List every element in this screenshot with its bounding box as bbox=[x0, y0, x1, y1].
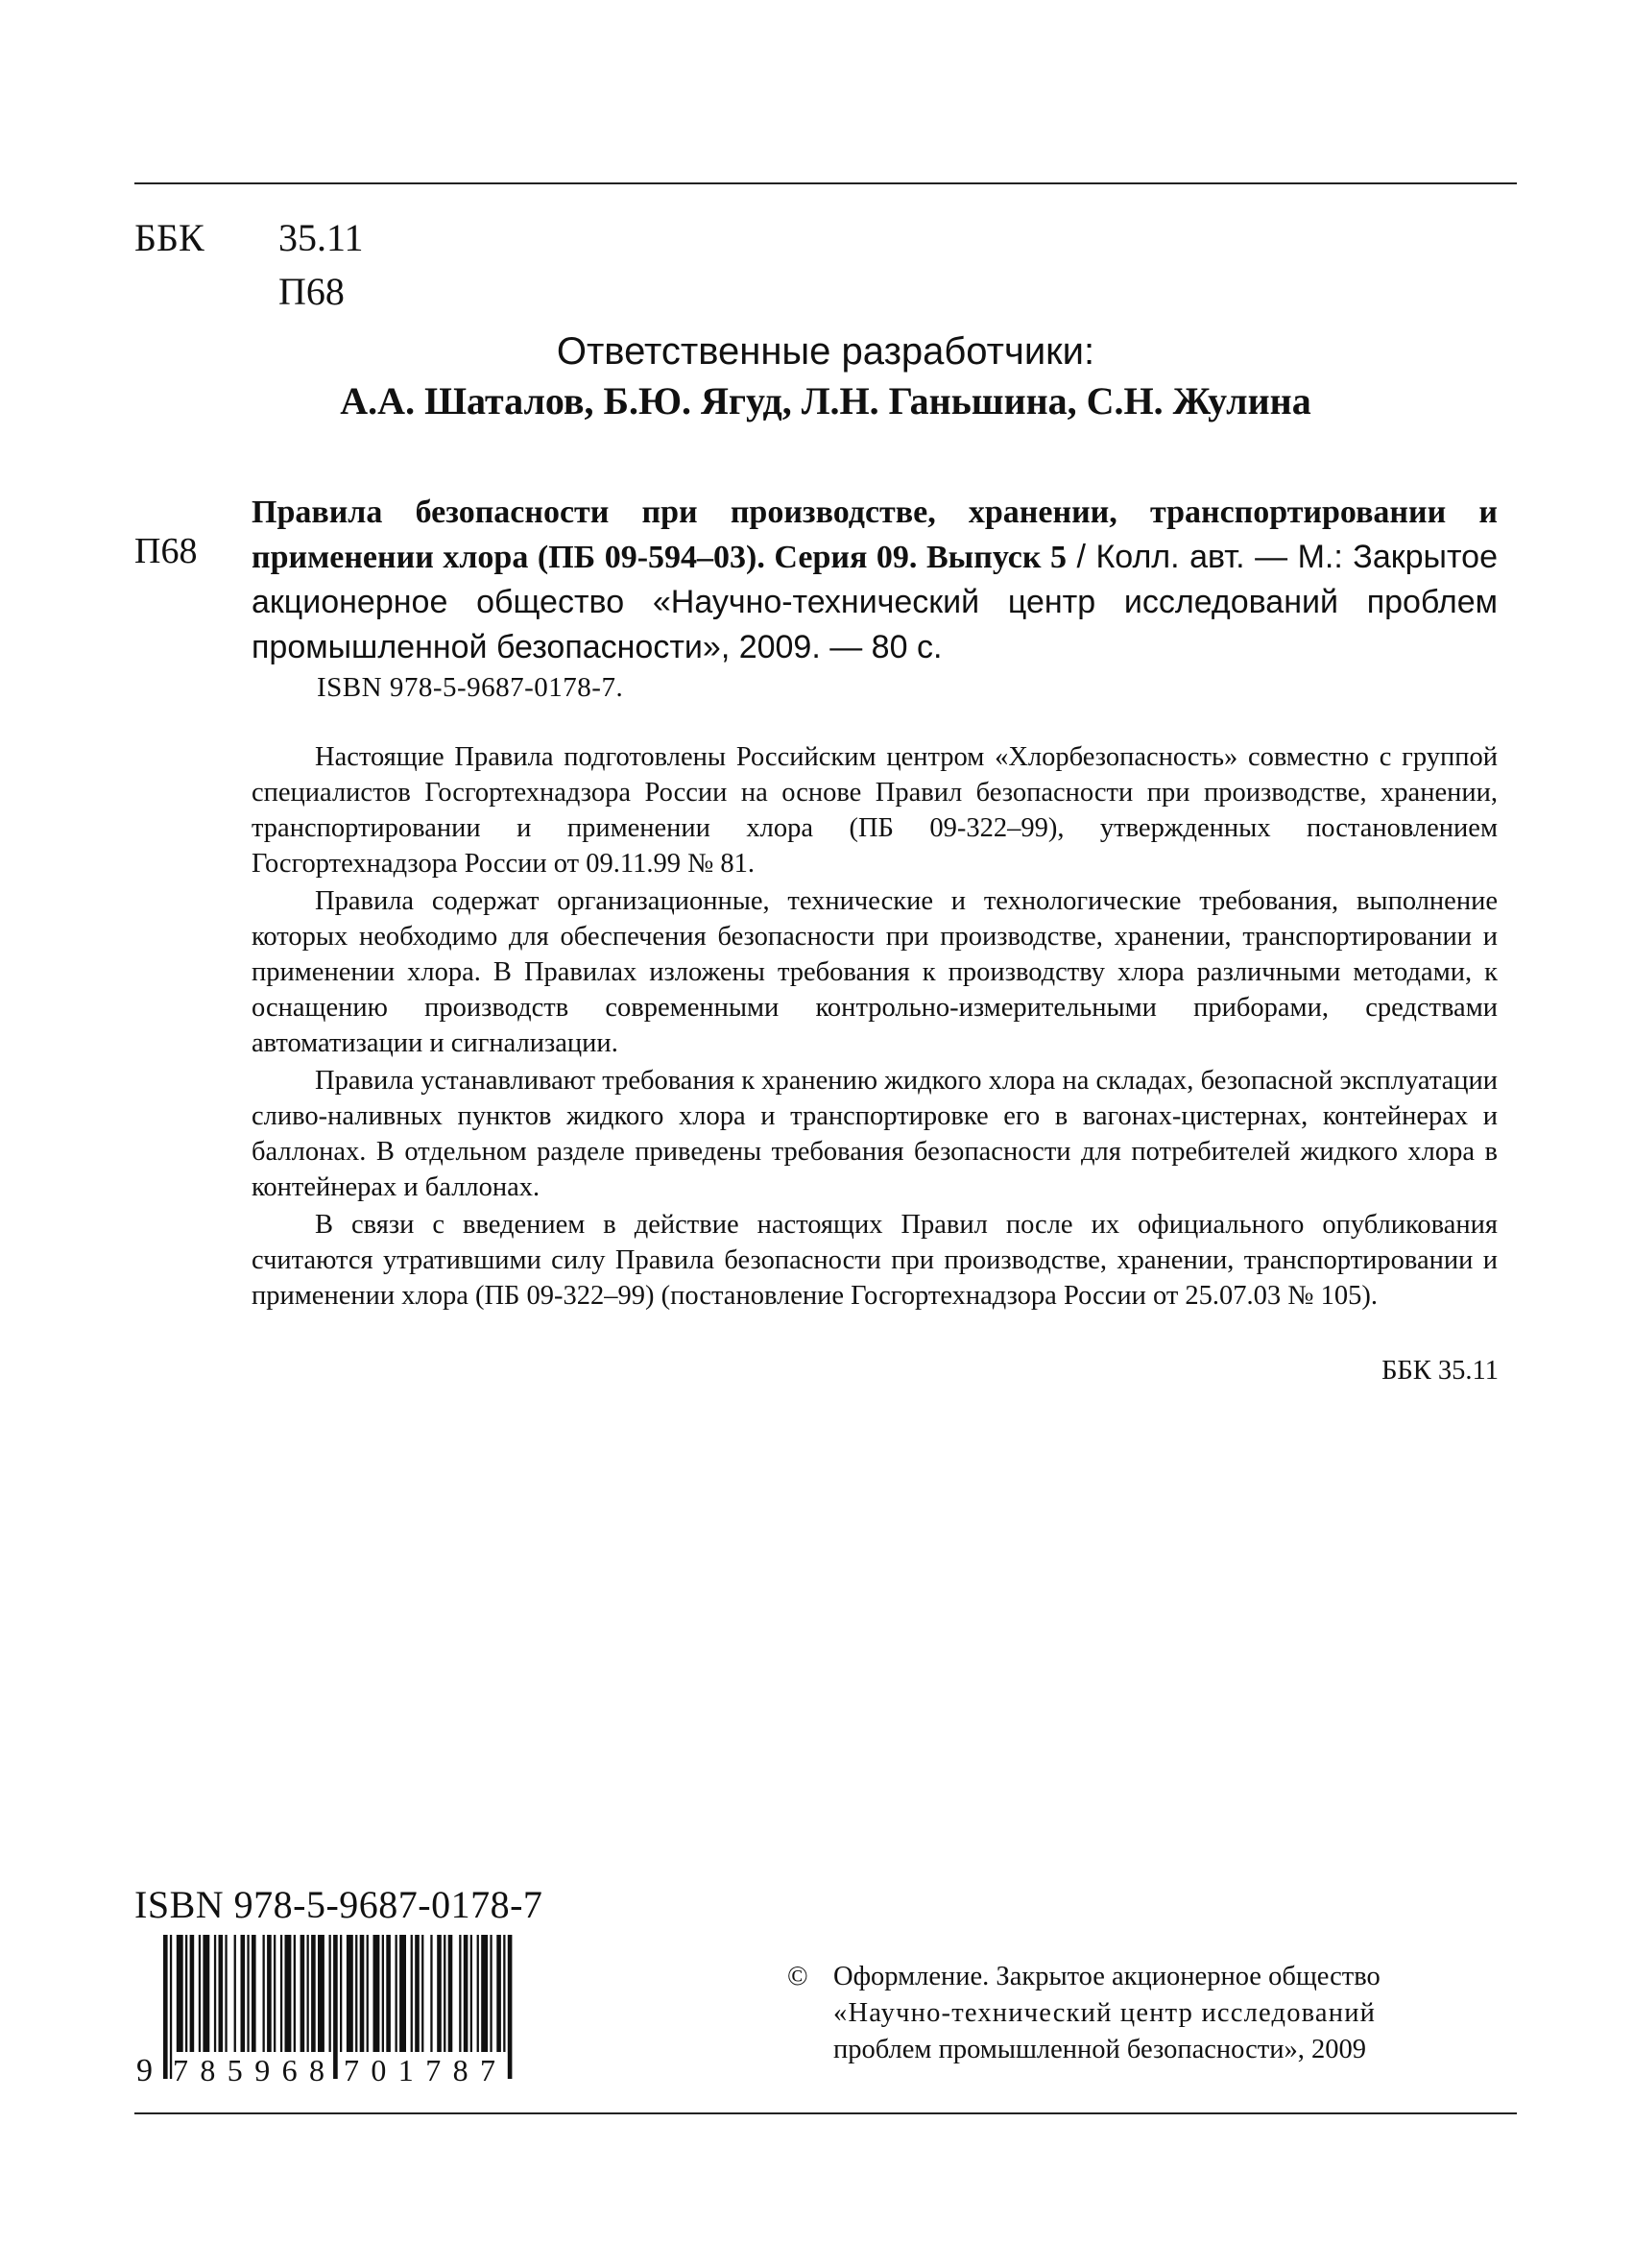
barcode-bar bbox=[247, 1935, 249, 2052]
bbk-footer: ББК 35.11 bbox=[1381, 1356, 1499, 1386]
barcode-bar bbox=[307, 1935, 309, 2052]
barcode-bar bbox=[177, 1935, 183, 2052]
barcode-bar bbox=[280, 1935, 282, 2052]
top-rule bbox=[134, 182, 1517, 184]
barcode-bar bbox=[481, 1935, 488, 2052]
barcode-bar bbox=[477, 1935, 479, 2052]
side-author-mark: П68 bbox=[134, 531, 198, 571]
barcode-bar bbox=[503, 1935, 505, 2052]
barcode-bar bbox=[437, 1935, 442, 2052]
barcode-bar bbox=[464, 1935, 468, 2052]
abstract bbox=[252, 739, 1498, 1315]
barcode-bar bbox=[185, 1935, 187, 2052]
barcode-digits-right: 701787 bbox=[344, 2053, 495, 2087]
barcode-bar bbox=[490, 1935, 492, 2052]
barcode-bar bbox=[421, 1935, 423, 2052]
barcode-bar bbox=[347, 1935, 353, 2052]
isbn-barcode bbox=[134, 1935, 538, 2088]
bbk-label: ББК bbox=[134, 216, 204, 259]
barcode-bar bbox=[318, 1935, 324, 2052]
barcode-bar bbox=[285, 1935, 292, 2052]
bibliographic-description bbox=[252, 490, 1498, 670]
barcode-bar bbox=[263, 1935, 265, 2052]
barcode-bar bbox=[470, 1935, 472, 2052]
barcode-bar bbox=[367, 1935, 369, 2052]
barcode-bar bbox=[355, 1935, 357, 2052]
barcode-bar bbox=[386, 1935, 391, 2052]
book-title: Правила безопасности при производстве, хранении, транспортировании и применении хлора (ПБ 09-594–03). Серия 09. Выпуск 5 bbox=[252, 495, 1498, 575]
barcode-bar bbox=[329, 1935, 331, 2052]
barcode-bar bbox=[448, 1935, 453, 2052]
barcode-bar bbox=[415, 1935, 420, 2052]
copyright-line-2: «Научно-технический центр исследований bbox=[833, 1998, 1377, 2028]
copyright-icon: © bbox=[787, 1962, 808, 1991]
barcode-bar bbox=[267, 1935, 272, 2052]
barcode-bar bbox=[508, 1935, 513, 2079]
barcode-bar bbox=[411, 1935, 413, 2052]
barcode-bar bbox=[225, 1935, 227, 2052]
developers-heading: Ответственные разработчики: bbox=[556, 330, 1095, 373]
bbk-code: 35.11 bbox=[278, 216, 364, 259]
author-mark: П68 bbox=[278, 270, 345, 313]
barcode-bar bbox=[444, 1935, 445, 2052]
copyright-line-1: Оформление. Закрытое акционерное общество bbox=[833, 1962, 1381, 1991]
copyright-line-3: проблем промышленной безопасности», 2009 bbox=[833, 2035, 1366, 2064]
abstract-paragraph: Правила содержат организационные, технические и технологические требования, выполнение которых необходимо для обеспечения безопасности при производстве, хранении, транспортировании и применении хлора. В Правилах изложены требования к производству хлора различными методами, к оснащению производств современными контрольно-измерительными приборами, средствами автоматизации и сигнализации. bbox=[252, 886, 1498, 1058]
barcode-bar bbox=[373, 1935, 380, 2052]
barcode-digits-left: 785968 bbox=[173, 2053, 324, 2087]
barcode-bar bbox=[311, 1935, 316, 2052]
barcode-bar bbox=[333, 1935, 338, 2079]
barcode-bar bbox=[360, 1935, 365, 2052]
barcode-bar bbox=[170, 1935, 172, 2079]
abstract-paragraph: Настоящие Правила подготовлены Российским центром «Хлорбезопасность» совместно с группой специалистов Госгортехнадзора России на основе Правил безопасности при производстве, хранении, транспортировании и применении хлора (ПБ 09-322–99), утвержденных постановлением Госгортехнадзора России от 09.11.99 № 81. bbox=[252, 742, 1498, 879]
abstract-paragraph: В связи с введением в действие настоящих Правил после их официального опубликования считаются утратившими силу Правила безопасности при производстве, хранении, транспортировании и применении хлора (ПБ 09-322–99) (постановление Госгортехнадзора России от 25.07.03 № 105). bbox=[252, 1210, 1498, 1311]
barcode-bar bbox=[496, 1935, 501, 2052]
barcode-bar bbox=[294, 1935, 296, 2052]
barcode-bar bbox=[382, 1935, 384, 2052]
barcode-bar bbox=[396, 1935, 397, 2052]
barcode-bar bbox=[234, 1935, 236, 2052]
bottom-rule bbox=[134, 2112, 1517, 2114]
barcode-bar bbox=[214, 1935, 216, 2052]
barcode-bar bbox=[459, 1935, 461, 2052]
barcode-bar bbox=[203, 1935, 209, 2052]
abstract-paragraph: Правила устанавливают требования к хранению жидкого хлора на складах, безопасной эксплуатации сливо-наливных пунктов жидкого хлора и транспортировке его в вагонах-цистернах, контейнерах и баллонах. В отдельном разделе приведены требования безопасности для потребителей жидкого хлора в контейнерах и баллонах. bbox=[252, 1066, 1498, 1202]
barcode-bar bbox=[340, 1935, 342, 2052]
barcode-bar bbox=[274, 1935, 276, 2052]
barcode-bar bbox=[163, 1935, 168, 2079]
barcode-bar bbox=[190, 1935, 195, 2052]
barcode-isbn-text: ISBN 978-5-9687-0178-7 bbox=[134, 1883, 543, 1926]
barcode-bar bbox=[300, 1935, 305, 2052]
isbn-line: ISBN 978-5-9687-0178-7. bbox=[317, 672, 624, 703]
barcode-bar bbox=[252, 1935, 256, 2052]
barcode-bar bbox=[219, 1935, 224, 2052]
developers-names: А.А. Шаталов, Б.Ю. Ягуд, Л.Н. Ганьшина, С.Н. Жулина bbox=[340, 379, 1311, 422]
publication-info: / Колл. авт. — М.: Закрытое акционерное общество «Научно-технический центр исследований проблем промышленной безопасности», 2009. — 80 с. bbox=[252, 539, 1498, 665]
barcode-bar bbox=[241, 1935, 246, 2052]
barcode-digit-first: 9 bbox=[136, 2053, 153, 2088]
barcode-bar bbox=[199, 1935, 201, 2052]
barcode-bar bbox=[430, 1935, 432, 2052]
barcode-bar bbox=[399, 1935, 406, 2052]
copyright-notice bbox=[787, 1959, 1498, 2068]
